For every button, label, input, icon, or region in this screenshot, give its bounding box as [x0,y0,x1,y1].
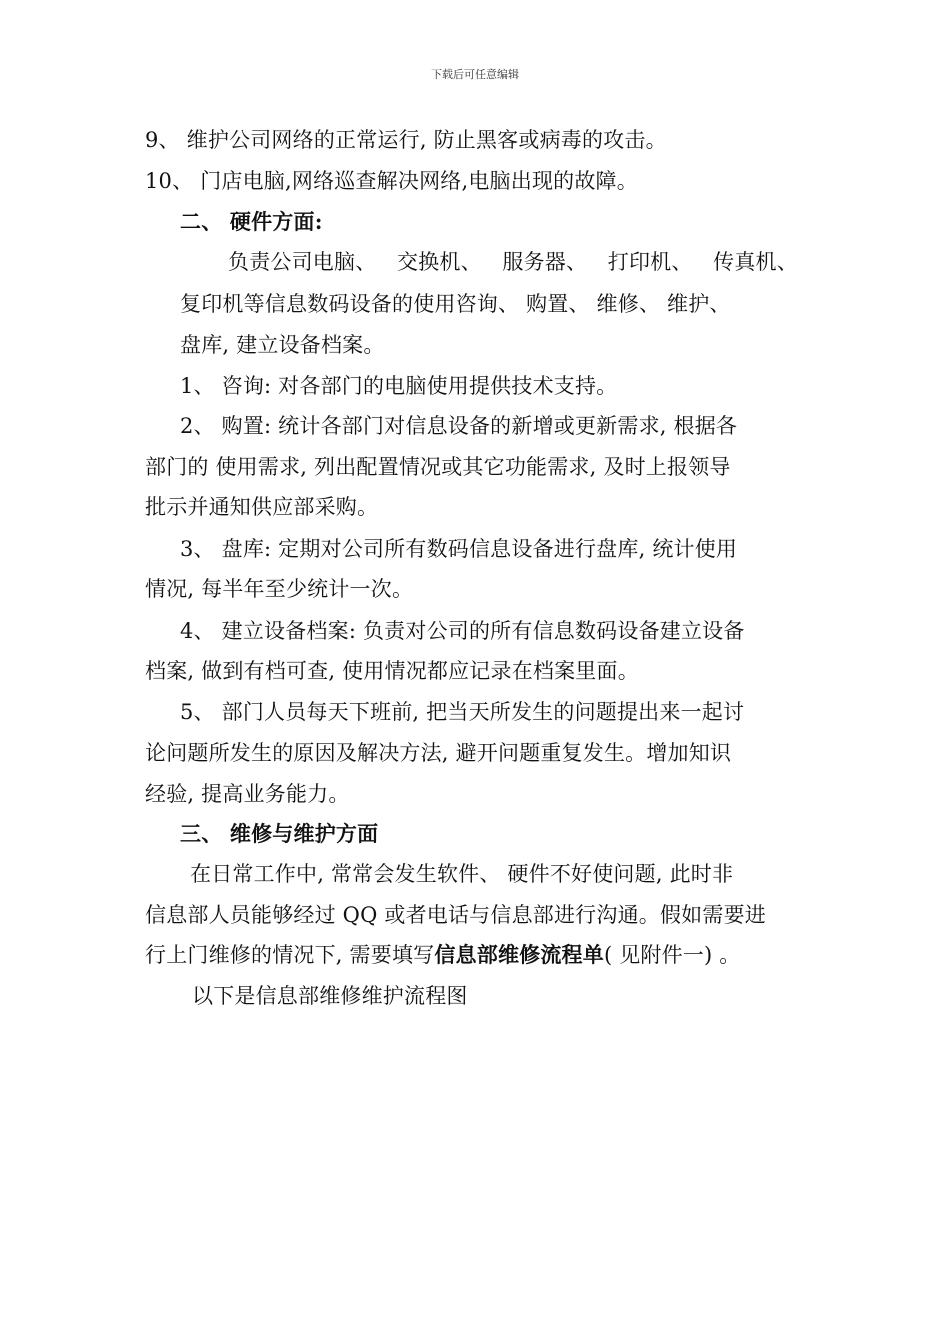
hardware-item-2-purchase-line-1: 2、 购置: 统计各部门对信息设备的新增或更新需求, 根据各 [180,414,738,438]
list-item-9: 9、 维护公司网络的正常运行, 防止黑客或病毒的攻击。 [145,128,667,152]
section-heading-maintenance: 三、 维修与维护方面 [180,821,379,846]
hardware-item-2-purchase-line-3: 批示并通知供应部采购。 [145,495,379,519]
hardware-item-5-daily-line-1: 5、 部门人员每天下班前, 把当天所发生的问题提出来一起讨 [180,700,745,724]
maintenance-text-post: ( 见附件一) 。 [603,943,741,967]
hardware-item-5-daily-line-3: 经验, 提高业务能力。 [145,782,350,806]
hardware-paragraph-line-2: 复印机等信息数码设备的使用咨询、 购置、 维修、 维护、 [180,292,731,316]
hardware-paragraph-line-1 [228,246,798,276]
hardware-item-3-inventory-line-1: 3、 盘库: 定期对公司所有数码信息设备进行盘库, 统计使用 [180,537,738,561]
maintenance-text-pre: 行上门维修的情况下, 需要填写 [145,943,435,967]
hardware-item-4-archive-line-2: 档案, 做到有档可查, 使用情况都应记录在档案里面。 [145,659,639,683]
hardware-item-5-daily-line-2: 论问题所发生的原因及解决方法, 避开问题重复发生。增加知识 [145,741,732,765]
hardware-item-3-inventory-line-2: 情况, 每半年至少统计一次。 [145,577,414,601]
hardware-item-4-archive-line-1: 4、 建立设备档案: 负责对公司的所有信息数码设备建立设备 [180,619,745,643]
hardware-paragraph-line-3: 盘库, 建立设备档案。 [180,333,385,357]
hardware-item-printer: 打印机、 [607,250,693,274]
hardware-item-server: 服务器、 [502,250,588,274]
page-header-note: 下载后可任意编辑 [431,68,519,81]
flowchart-intro: 以下是信息部维修维护流程图 [192,984,468,1008]
maintenance-paragraph-line-2: 信息部人员能够经过 QQ 或者电话与信息部进行沟通。假如需要进 [145,903,766,927]
repair-form-name: 信息部维修流程单 [434,943,604,967]
hardware-item-2-purchase-line-2: 部门的 使用需求, 列出配置情况或其它功能需求, 及时上报领导 [145,455,731,479]
section-heading-hardware: 二、 硬件方面: [180,209,323,234]
maintenance-paragraph-line-3 [145,939,741,969]
hardware-item-fax: 传真机、 [713,250,798,274]
list-item-10: 10、 门店电脑,网络巡查解决网络,电脑出现的故障。 [145,169,638,193]
hardware-item-1-consult: 1、 咨询: 对各部门的电脑使用提供技术支持。 [180,374,618,398]
hardware-item-switch: 交换机、 [396,250,482,274]
maintenance-paragraph-line-1: 在日常工作中, 常常会发生软件、 硬件不好使问题, 此时非 [190,862,734,886]
hardware-item-computer: 负责公司电脑、 [228,250,377,274]
